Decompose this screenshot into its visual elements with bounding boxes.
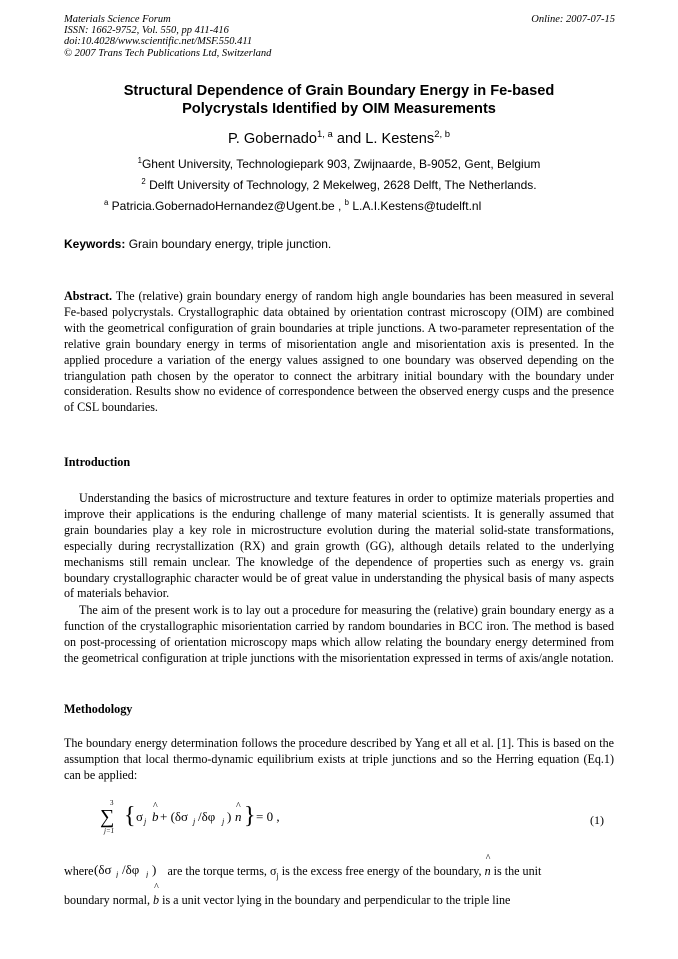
keywords bbox=[64, 237, 331, 251]
affiliation-1-sup: 1 bbox=[137, 156, 142, 165]
authors-and: and bbox=[332, 131, 366, 147]
authors bbox=[64, 131, 614, 147]
keywords-label: Keywords: bbox=[64, 237, 126, 251]
email-b-sup: b bbox=[344, 198, 350, 207]
title-line-1: Structural Dependence of Grain Boundary Energy in Fe-based bbox=[123, 83, 555, 99]
unit-vector-text: is a unit vector lying in the boundary and perpendicular to the triple line bbox=[159, 893, 511, 907]
right-brace: } bbox=[244, 803, 256, 829]
abstract bbox=[64, 289, 614, 416]
b-hat-mark: ^ bbox=[153, 801, 158, 812]
sigma-subscript: j bbox=[276, 871, 279, 881]
emails bbox=[104, 199, 481, 213]
abstract-label: Abstract. bbox=[64, 289, 113, 303]
author-1: P. Gobernado bbox=[227, 131, 317, 147]
torque-text: are the torque terms, σ bbox=[167, 864, 277, 878]
svg-text:(δσ: (δσ bbox=[93, 862, 112, 877]
author-1-sup: 1, a bbox=[316, 129, 333, 141]
introduction-paragraph-2: The aim of the present work is to lay out a procedure for measuring the (relative) grain boundary energy as a function of the crystallographic misorientation carried by random boundaries in BCC iron. The method is based on post-processing of orientation microscopy maps which allow relating the boundary energy determined from the geometrical configuration at triple junctions with the misorientation expressed in terms of axis/angle notation. bbox=[64, 603, 614, 665]
methodology-paragraph-1: The boundary energy determination follows the procedure described by Yang et all et al. [1]. This is based on the assumption that local thermo-dynamic equilibrium exists at triple junctions and so the Herring equation (Eq.1) can be applied: bbox=[64, 736, 614, 782]
issn: ISSN: 1662-9752, Vol. 550, pp 411-416 bbox=[64, 25, 229, 37]
n-hat-inline: ^ n bbox=[484, 853, 491, 878]
equation-number: (1) bbox=[590, 813, 604, 827]
copyright: © 2007 Trans Tech Publications Ltd, Switzerland bbox=[64, 47, 272, 59]
keywords-text: Grain boundary energy, triple junction. bbox=[125, 237, 332, 251]
introduction-paragraph-1: Understanding the basics of microstructure and texture features in order to optimize materials properties and improve their applications is the enduring challenge of many material scientists. It is generally assumed that grain boundaries play a key role in microstructure evolution during the material solid-state transformations, especially during recrystallization (RX) and grain growth (GG), although details related to the underlying mechanisms still remain unclear. The knowledge of the dependence of properties such as energy vs. grain boundary crystallographic character would be of great value in understanding the physical basis of many aspects of materials behavior. bbox=[64, 491, 614, 601]
affiliation-2-text: Delft University of Technology, 2 Mekelweg, 2628 Delft, The Netherlands. bbox=[145, 178, 537, 192]
methodology-heading: Methodology bbox=[64, 702, 133, 716]
left-brace: { bbox=[124, 803, 136, 829]
affiliation-1-text: Ghent University, Technologiepark 903, Zwijnaarde, B-9052, Gent, Belgium bbox=[141, 157, 541, 171]
abstract-text: The (relative) grain boundary energy of random high angle boundaries has been measured in several Fe-based polycrystals. Crystallographic data obtained by orientation contrast microscopy (OIM) are combined with the geometrical configuration of grain boundaries at triple junctions. A two-parameter representation of the relative grain boundary energy in terms of misorientation angle and misorientation axis is presented. In the applied procedure a variation of the energy values assigned to one boundary was observed depending on the triangulation path chosen by the operator to connect the arbitrary initial boundary with the boundary under consideration. Results show no evidence of correspondence between the observed energy cusps and the presence of CSL boundaries. bbox=[64, 289, 614, 415]
svg-text:): ) bbox=[151, 862, 156, 877]
sum-upper-limit: 3 bbox=[110, 799, 114, 807]
eq-close: ) bbox=[227, 809, 232, 824]
affiliation-2 bbox=[64, 178, 614, 192]
introduction-heading: Introduction bbox=[64, 455, 131, 469]
email-a[interactable]: Patricia.GobernadoHernandez@Ugent.be , bbox=[108, 199, 345, 213]
journal-header bbox=[64, 14, 271, 59]
email-a-sup: a bbox=[104, 198, 109, 207]
journal-name: Materials Science Forum bbox=[64, 14, 171, 25]
doi: doi:10.4028/www.scientific.net/MSF.550.411 bbox=[64, 36, 253, 48]
eq-sub-j-1: j bbox=[193, 817, 196, 826]
eq-body: + (δσ bbox=[160, 809, 189, 824]
paper-title bbox=[64, 82, 614, 118]
b-hat-symbol: b bbox=[152, 809, 159, 824]
sigma-j-subscript: j bbox=[144, 817, 147, 826]
svg-text:j: j bbox=[115, 870, 118, 878]
n-hat-symbol: n bbox=[235, 809, 242, 824]
excess-energy-text: is the excess free energy of the boundary, bbox=[278, 864, 485, 878]
author-2: L. Kestens bbox=[365, 131, 435, 147]
after-equation-line-2 bbox=[64, 882, 614, 908]
eq-rhs: = 0 , bbox=[256, 809, 280, 824]
where-word: where bbox=[64, 864, 94, 878]
affiliation-2-sup: 2 bbox=[141, 177, 146, 186]
herring-equation bbox=[98, 797, 618, 839]
svg-text:/δφ: /δφ bbox=[121, 862, 139, 877]
after-equation-line-1 bbox=[64, 853, 614, 881]
title-line-2: Polycrystals Identified by OIM Measurements bbox=[182, 101, 496, 117]
author-2-sup: 2, b bbox=[434, 129, 451, 141]
eq-div: /δφ bbox=[198, 809, 216, 824]
unit-text: is the unit bbox=[490, 864, 542, 878]
svg-text:j: j bbox=[145, 870, 148, 878]
b-hat-inline: ^ b bbox=[153, 882, 160, 907]
boundary-normal-text: boundary normal, bbox=[64, 893, 154, 907]
sum-lower-limit: j=1 bbox=[104, 827, 115, 835]
sum-symbol: ∑ bbox=[100, 806, 115, 828]
affiliation-1 bbox=[64, 157, 614, 171]
torque-term-formula bbox=[94, 862, 168, 878]
email-b[interactable]: L.A.I.Kestens@tudelft.nl bbox=[349, 199, 482, 213]
online-date: Online: 2007-07-15 bbox=[531, 14, 615, 25]
n-hat-mark: ^ bbox=[236, 801, 241, 812]
sigma-j-term: σ bbox=[136, 809, 144, 824]
herring-equation-formula bbox=[98, 797, 358, 839]
eq-sub-j-2: j bbox=[222, 817, 225, 826]
